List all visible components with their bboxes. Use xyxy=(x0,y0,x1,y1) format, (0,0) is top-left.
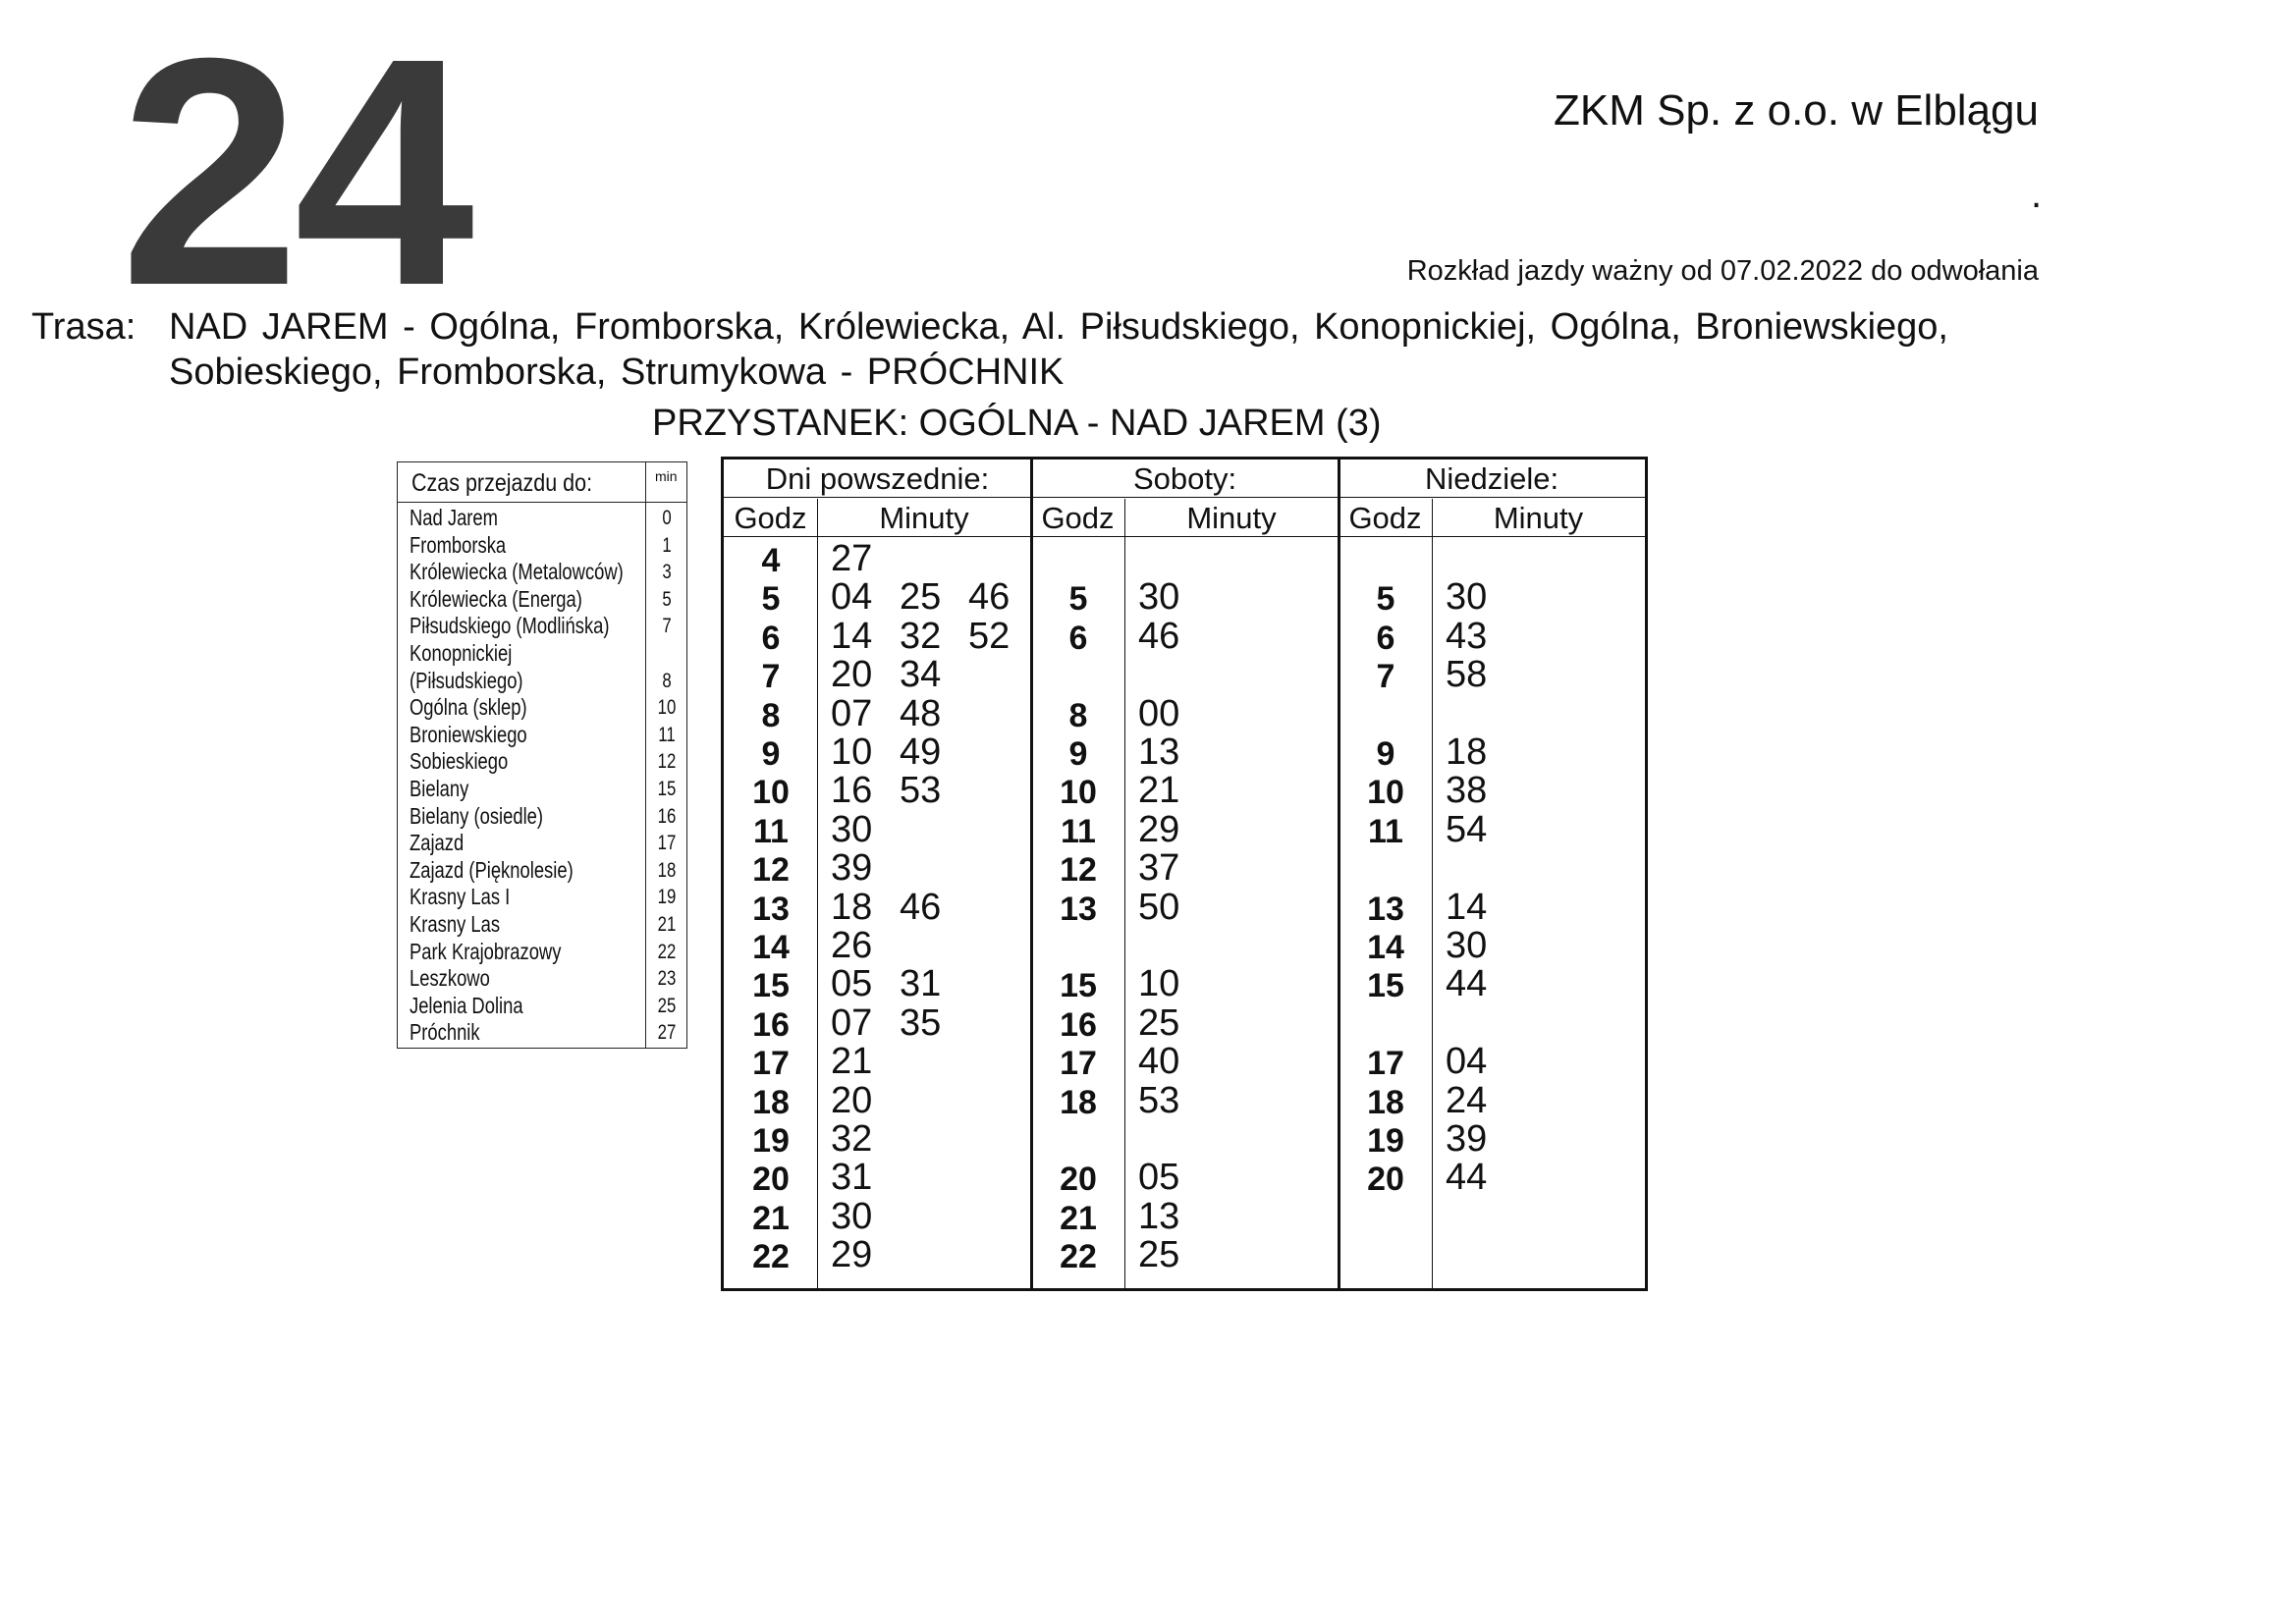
hour-column-divider xyxy=(817,499,818,1288)
travel-stop-minutes: 5 xyxy=(662,587,672,611)
departure-minute: 48 xyxy=(900,692,942,734)
departure-minutes xyxy=(1446,733,1514,771)
travel-stop-name: Konopnickiej xyxy=(410,640,513,666)
departure-minute: 30 xyxy=(1446,576,1488,619)
departure-minute: 07 xyxy=(831,692,873,734)
departure-minutes xyxy=(1138,1001,1207,1044)
travel-stop-minutes: 0 xyxy=(662,507,672,529)
departure-minutes xyxy=(1138,615,1207,657)
travel-stop-minutes: 18 xyxy=(657,858,677,882)
departure-minutes xyxy=(831,770,968,812)
departure-minute: 29 xyxy=(1138,808,1180,850)
travel-stop-name: Ogólna (sklep) xyxy=(410,694,527,721)
departure-hour: 9 xyxy=(761,735,781,773)
departure-minute: 21 xyxy=(831,1041,873,1083)
departure-minute: 04 xyxy=(1446,1041,1488,1083)
departure-hour: 19 xyxy=(752,1122,790,1160)
timetable-title-line xyxy=(724,497,1645,498)
departure-hour: 6 xyxy=(761,619,781,657)
travel-row xyxy=(398,1020,686,1048)
departure-minutes xyxy=(831,540,900,577)
departure-hour: 13 xyxy=(752,890,790,928)
travel-stop-minutes: 27 xyxy=(657,1021,677,1045)
departure-hour: 22 xyxy=(752,1238,790,1276)
departure-minutes xyxy=(1138,770,1207,812)
departure-minutes xyxy=(831,1157,900,1199)
departure-minute: 38 xyxy=(1446,770,1488,812)
travel-row xyxy=(398,804,686,832)
departure-minutes xyxy=(1138,733,1207,771)
departure-minute: 30 xyxy=(1446,925,1488,966)
travel-stop-minutes: 16 xyxy=(657,804,677,828)
travel-table-header-line xyxy=(398,502,686,503)
departure-minute: 31 xyxy=(831,1157,873,1199)
travel-stop-name: Sobieskiego xyxy=(410,748,509,775)
travel-stop-name: Piłsudskiego (Modlińska) xyxy=(410,613,610,639)
departure-minutes xyxy=(1138,1041,1207,1083)
departure-hour: 13 xyxy=(1060,890,1097,928)
travel-row xyxy=(398,695,686,723)
departure-minutes xyxy=(831,1001,968,1044)
departure-minute: 49 xyxy=(900,731,942,773)
departure-hour: 9 xyxy=(1376,735,1395,773)
departure-hour: 18 xyxy=(752,1083,790,1121)
departure-minute: 20 xyxy=(831,1079,873,1121)
departure-hour: 12 xyxy=(1060,851,1097,890)
travel-stop-name: Bielany xyxy=(410,776,469,801)
departure-hour: 5 xyxy=(1376,580,1395,619)
departure-minute: 26 xyxy=(831,925,873,966)
route-line-2: Sobieskiego, Fromborska, Strumykowa - PRÓCHNIK xyxy=(169,352,1065,393)
departure-hour: 12 xyxy=(752,851,790,890)
departure-hour: 8 xyxy=(761,696,781,734)
travel-row xyxy=(398,641,686,669)
travel-stop-minutes: 10 xyxy=(657,696,677,720)
validity-note: Rozkład jazdy ważny od 07.02.2022 do odwołania xyxy=(1406,255,2039,287)
departure-hour: 10 xyxy=(1367,774,1404,812)
departure-minute: 20 xyxy=(831,654,873,696)
travel-stop-name: (Piłsudskiego) xyxy=(410,667,523,693)
travel-stop-minutes: 8 xyxy=(662,669,672,692)
hour-header: Godz xyxy=(1348,501,1422,535)
departure-hour: 14 xyxy=(1367,929,1404,966)
departure-minute: 29 xyxy=(831,1234,873,1276)
travel-stop-name: Królewiecka (Metalowców) xyxy=(410,559,624,585)
departure-hour: 11 xyxy=(753,812,789,850)
travel-stop-name: Jelenia Dolina xyxy=(410,992,523,1018)
departure-minute: 40 xyxy=(1138,1041,1180,1083)
section-title: Soboty: xyxy=(1132,461,1237,496)
section-title: Dni powszednie: xyxy=(765,461,990,496)
departure-minutes xyxy=(831,1195,900,1237)
departure-timetable xyxy=(721,457,1648,1291)
departure-minute: 54 xyxy=(1446,808,1488,850)
travel-stop-name: Krasny Las xyxy=(410,911,501,937)
departure-minute: 13 xyxy=(1138,1195,1180,1237)
departure-minutes xyxy=(1138,808,1207,850)
travel-row xyxy=(398,966,686,994)
travel-stop-name: Królewiecka (Energa) xyxy=(410,585,582,612)
departure-hour: 20 xyxy=(1060,1161,1097,1199)
departure-minutes xyxy=(1446,808,1514,850)
departure-minute: 44 xyxy=(1446,1157,1488,1199)
company-name: ZKM Sp. z o.o. w Elblągu xyxy=(1554,86,2039,135)
departure-minute: 21 xyxy=(1138,770,1180,812)
departure-minutes xyxy=(831,615,1037,657)
departure-hour: 11 xyxy=(1368,812,1403,850)
departure-minute: 34 xyxy=(900,654,942,696)
departure-minutes xyxy=(1446,654,1514,696)
departure-minutes xyxy=(1138,847,1207,890)
departure-minute: 00 xyxy=(1138,692,1180,734)
departure-minutes xyxy=(831,927,900,964)
departure-hour: 4 xyxy=(761,542,781,579)
departure-minute: 43 xyxy=(1446,615,1488,657)
travel-row xyxy=(398,723,686,750)
hour-column-divider xyxy=(1124,499,1125,1288)
hour-header: Godz xyxy=(1041,501,1115,535)
travel-stop-name: Zajazd (Pięknolesie) xyxy=(410,856,574,883)
header-dot: . xyxy=(2031,173,2043,216)
travel-stop-minutes: 7 xyxy=(662,615,672,638)
departure-hour: 14 xyxy=(752,929,790,966)
departure-minute: 46 xyxy=(1138,615,1180,657)
travel-stop-minutes: 15 xyxy=(657,778,677,800)
departure-minute: 25 xyxy=(1138,1001,1180,1044)
travel-row xyxy=(398,533,686,561)
departure-minute: 04 xyxy=(831,576,873,619)
departure-hour: 11 xyxy=(1061,812,1096,850)
travel-row xyxy=(398,777,686,804)
departure-hour: 8 xyxy=(1068,696,1088,734)
minutes-header: Minuty xyxy=(1493,501,1584,535)
travel-stop-name: Próchnik xyxy=(410,1019,480,1046)
departure-minutes xyxy=(1446,927,1514,964)
departure-hour: 7 xyxy=(761,658,781,696)
departure-minute: 05 xyxy=(831,963,873,1005)
departure-hour: 15 xyxy=(1060,967,1097,1005)
departure-minute: 07 xyxy=(831,1001,873,1044)
stop-title: PRZYSTANEK: OGÓLNA - NAD JAREM (3) xyxy=(652,403,1382,444)
travel-header-label: Czas przejazdu do: xyxy=(411,469,593,497)
travel-row xyxy=(398,940,686,967)
departure-minute: 30 xyxy=(831,808,873,850)
departure-hour: 17 xyxy=(1367,1045,1404,1083)
travel-stop-minutes: 12 xyxy=(657,750,677,774)
departure-minutes xyxy=(1446,886,1514,928)
departure-minutes xyxy=(1138,1195,1207,1237)
departure-minute: 58 xyxy=(1446,654,1488,696)
departure-hour: 18 xyxy=(1367,1083,1404,1121)
travel-row xyxy=(398,587,686,615)
travel-row xyxy=(398,614,686,641)
departure-minutes xyxy=(831,733,968,771)
departure-hour: 6 xyxy=(1376,619,1395,657)
departure-minutes xyxy=(1138,576,1207,619)
travel-stop-name: Fromborska xyxy=(410,531,507,558)
departure-minutes xyxy=(1446,1120,1514,1158)
route-label: Trasa: xyxy=(31,306,137,348)
departure-minutes xyxy=(831,1234,900,1276)
line-number: 24 xyxy=(120,0,469,352)
travel-stop-minutes: 25 xyxy=(657,994,677,1017)
departure-minutes xyxy=(1138,1157,1207,1199)
departure-minutes xyxy=(831,886,968,928)
departure-hour: 17 xyxy=(752,1045,790,1083)
departure-hour: 13 xyxy=(1367,890,1404,928)
departure-minute: 10 xyxy=(831,731,873,773)
travel-stop-minutes: 1 xyxy=(662,533,672,557)
departure-minute: 53 xyxy=(1138,1079,1180,1121)
departure-minute: 10 xyxy=(1138,963,1180,1005)
departure-hour: 19 xyxy=(1367,1122,1404,1160)
departure-hour: 5 xyxy=(1068,580,1088,619)
departure-minutes xyxy=(1446,615,1514,657)
departure-minute: 14 xyxy=(831,615,873,657)
departure-minute: 53 xyxy=(900,770,942,812)
departure-hour: 5 xyxy=(761,580,781,619)
travel-row xyxy=(398,858,686,886)
travel-time-table xyxy=(397,461,687,1049)
departure-minute: 05 xyxy=(1138,1157,1180,1199)
departure-hour: 10 xyxy=(1060,774,1097,812)
travel-header-unit: min xyxy=(655,468,678,484)
departure-minute: 35 xyxy=(900,1001,942,1044)
travel-stop-name: Zajazd xyxy=(410,830,465,856)
travel-stop-name: Park Krajobrazowy xyxy=(410,938,562,964)
departure-hour: 21 xyxy=(752,1199,790,1237)
departure-minutes xyxy=(831,1041,900,1083)
travel-stop-minutes: 3 xyxy=(662,561,672,584)
departure-minute: 32 xyxy=(900,615,942,657)
departure-minutes xyxy=(831,576,1037,619)
departure-minutes xyxy=(1138,1234,1207,1276)
minutes-header: Minuty xyxy=(879,501,969,535)
departure-minutes xyxy=(1138,1079,1207,1121)
departure-minutes xyxy=(831,847,900,890)
departure-minute: 37 xyxy=(1138,847,1180,890)
departure-minutes xyxy=(831,692,968,734)
departure-minute: 46 xyxy=(900,886,942,928)
departure-minute: 39 xyxy=(1446,1118,1488,1160)
departure-hour: 15 xyxy=(752,967,790,1005)
departure-hour: 20 xyxy=(752,1161,790,1199)
travel-stop-name: Leszkowo xyxy=(410,965,490,992)
departure-minute: 52 xyxy=(968,615,1011,657)
departure-minute: 30 xyxy=(1138,576,1180,619)
departure-hour: 6 xyxy=(1068,619,1088,657)
departure-hour: 10 xyxy=(752,774,790,812)
departure-hour: 21 xyxy=(1060,1199,1097,1237)
departure-minutes xyxy=(831,963,968,1005)
travel-stop-minutes: 23 xyxy=(657,967,677,991)
departure-minute: 18 xyxy=(831,886,873,928)
departure-minute: 46 xyxy=(968,576,1011,619)
departure-minute: 18 xyxy=(1446,731,1488,773)
departure-minutes xyxy=(1446,770,1514,812)
departure-minutes xyxy=(831,808,900,850)
travel-stop-minutes: 19 xyxy=(657,886,677,909)
departure-hour: 9 xyxy=(1068,735,1088,773)
departure-minute: 30 xyxy=(831,1195,873,1237)
departure-minute: 39 xyxy=(831,847,873,890)
departure-minutes xyxy=(1446,1079,1514,1121)
departure-hour: 20 xyxy=(1367,1161,1404,1199)
travel-stop-minutes: 22 xyxy=(657,940,677,963)
departure-minute: 32 xyxy=(831,1118,873,1160)
travel-stop-name: Bielany (osiedle) xyxy=(410,802,544,829)
hour-header: Godz xyxy=(734,501,807,535)
travel-stop-minutes: 21 xyxy=(657,913,677,936)
departure-minutes xyxy=(1446,1041,1514,1083)
departure-minute: 25 xyxy=(900,576,942,619)
travel-row xyxy=(398,506,686,533)
travel-row xyxy=(398,669,686,696)
travel-stop-name: Krasny Las I xyxy=(410,884,511,910)
timetable-subheader-line xyxy=(724,536,1645,537)
travel-row xyxy=(398,885,686,912)
departure-minutes xyxy=(831,1120,900,1158)
travel-stop-minutes: 11 xyxy=(658,723,676,746)
travel-row xyxy=(398,912,686,940)
departure-minutes xyxy=(1446,576,1514,619)
departure-minute: 27 xyxy=(831,538,873,579)
departure-minutes xyxy=(1138,963,1207,1005)
section-title: Niedziele: xyxy=(1424,461,1559,496)
departure-minute: 31 xyxy=(900,963,942,1005)
departure-minute: 13 xyxy=(1138,731,1180,773)
departure-minutes xyxy=(1138,886,1207,928)
departure-hour: 22 xyxy=(1060,1238,1097,1276)
departure-hour: 15 xyxy=(1367,967,1404,1005)
route-line-1: NAD JAREM - Ogólna, Fromborska, Królewiecka, Al. Piłsudskiego, Konopnickiej, Ogólna, Broniewskiego, xyxy=(169,306,1948,348)
departure-minute: 25 xyxy=(1138,1234,1180,1276)
departure-hour: 16 xyxy=(1060,1005,1097,1044)
departure-minute: 50 xyxy=(1138,886,1180,928)
departure-minutes xyxy=(1446,963,1514,1005)
hour-column-divider xyxy=(1432,499,1433,1288)
departure-hour: 7 xyxy=(1376,658,1395,696)
travel-stop-name: Broniewskiego xyxy=(410,721,527,747)
travel-row xyxy=(398,994,686,1021)
travel-stop-minutes: 17 xyxy=(657,832,677,855)
departure-minute: 16 xyxy=(831,770,873,812)
departure-minutes xyxy=(1446,1157,1514,1199)
departure-minutes xyxy=(831,654,968,696)
travel-row xyxy=(398,560,686,587)
departure-minute: 44 xyxy=(1446,963,1488,1005)
departure-minute: 14 xyxy=(1446,886,1488,928)
minutes-header: Minuty xyxy=(1186,501,1277,535)
departure-minutes xyxy=(831,1079,900,1121)
departure-hour: 16 xyxy=(752,1005,790,1044)
travel-row xyxy=(398,831,686,858)
departure-hour: 17 xyxy=(1060,1045,1097,1083)
travel-stop-name: Nad Jarem xyxy=(410,505,498,530)
departure-hour: 18 xyxy=(1060,1083,1097,1121)
departure-minute: 24 xyxy=(1446,1079,1488,1121)
departure-minutes xyxy=(1138,692,1207,734)
travel-row xyxy=(398,749,686,777)
